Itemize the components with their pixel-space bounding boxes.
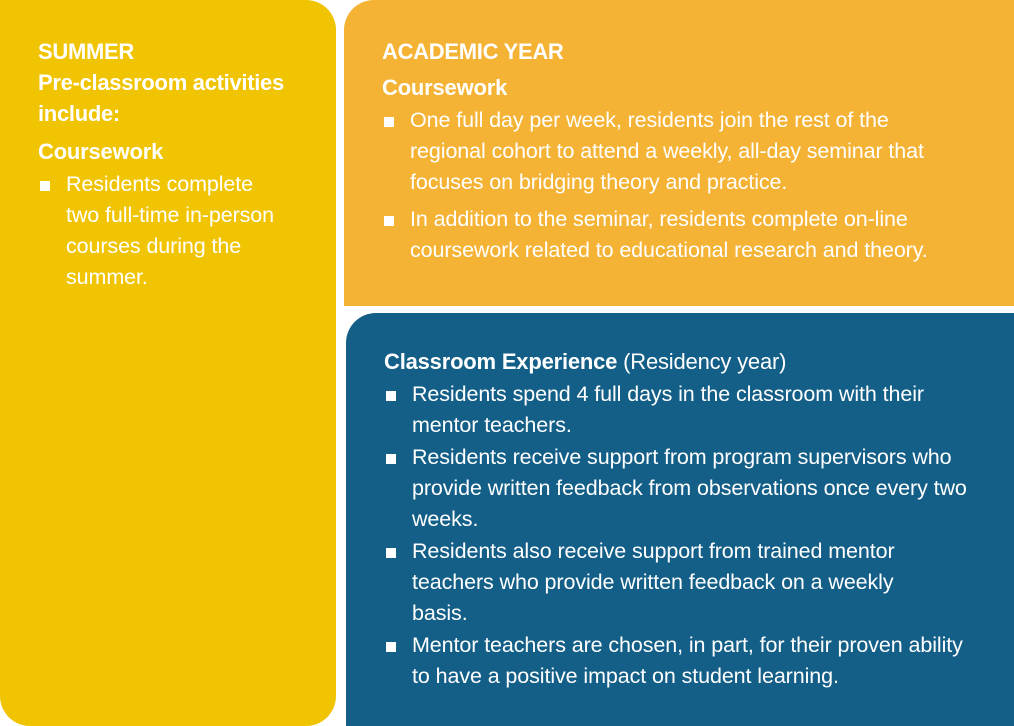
academic-bullet-text: One full day per week, residents join the rest of the regional cohort to attend a weekly, all-day seminar that focuses on bridging theory and practice. [410, 108, 924, 194]
classroom-title-paren: (Residency year) [623, 349, 787, 374]
square-bullet-icon [384, 216, 394, 226]
square-bullet-icon [386, 391, 396, 401]
academic-heading: ACADEMIC YEAR [382, 39, 564, 64]
summer-bullet-text: Residents complete two full-time in-person courses during the summer. [66, 172, 274, 289]
academic-bullet-text: In addition to the seminar, residents complete on-line coursework related to educational research and theory. [410, 207, 928, 262]
square-bullet-icon [40, 181, 50, 191]
summer-heading-line2: Pre-classroom activities [38, 70, 284, 95]
classroom-bullet-item [384, 379, 984, 441]
summer-heading-line1: SUMMER [38, 39, 134, 64]
square-bullet-icon [384, 117, 394, 127]
classroom-bullet-list [384, 379, 984, 692]
classroom-bullet-text: Mentor teachers are chosen, in part, for their proven ability to have a positive impact on student learning. [412, 633, 963, 688]
summer-bullet-item [38, 169, 306, 293]
classroom-bullet-text: Residents receive support from program supervisors who provide written feedback from observations once every two weeks. [412, 445, 967, 531]
classroom-bullet-item [384, 442, 984, 535]
summer-bullet-list [38, 169, 306, 293]
classroom-title [384, 347, 984, 377]
square-bullet-icon [386, 642, 396, 652]
academic-bullet-item [382, 204, 984, 266]
classroom-title-text: Classroom Experience [384, 349, 618, 374]
classroom-bullet-text: Residents also receive support from trained mentor teachers who provide written feedback on a weekly basis. [412, 539, 895, 625]
summer-heading-line3: include: [38, 101, 120, 126]
academic-coursework-title: Coursework [382, 75, 508, 100]
academic-bullet-list [382, 105, 984, 266]
summer-coursework-title: Coursework [38, 139, 164, 164]
summer-heading [38, 36, 306, 129]
classroom-bullet-text: Residents spend 4 full days in the classroom with their mentor teachers. [412, 382, 924, 437]
classroom-experience-panel [346, 313, 1014, 726]
square-bullet-icon [386, 548, 396, 558]
academic-bullet-item [382, 105, 984, 198]
classroom-bullet-item [384, 630, 984, 692]
classroom-bullet-item [384, 536, 984, 629]
square-bullet-icon [386, 454, 396, 464]
academic-year-panel [344, 0, 1014, 306]
summer-panel [0, 0, 336, 726]
